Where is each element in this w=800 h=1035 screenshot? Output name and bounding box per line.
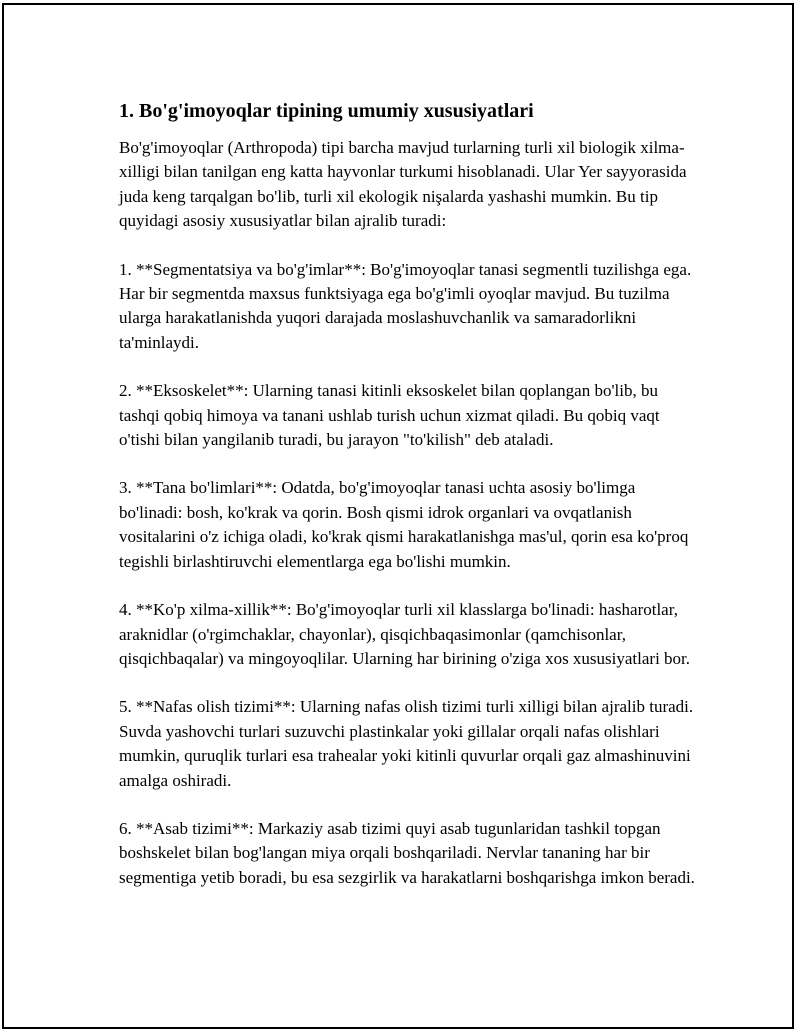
point-nervous-system: 6. **Asab tizimi**: Markaziy asab tizimi quyi asab tugunlaridan tashkil topgan boshskelet bilan bog'langan miya orqali boshqariladi. Nervlar tananing har bir segmentiga yetib boradi, bu esa sezgirlik va harakatlarni boshqarishga imkon beradi. bbox=[119, 818, 695, 887]
intro-paragraph: Bo'g'imoyoqlar (Arthropoda) tipi barcha mavjud turlarning turli xil biologik xilma-xilligi bilan tanilgan eng katta hayvonlar turkumi hisoblanadi. Ular Yer sayyorasida juda keng tarqalgan bo'lib, turli xil ekologik nişalarda yashashi mumkin. Bu tip quyidagi asosiy xususiyatlar bilan ajralib turadi: bbox=[119, 138, 687, 231]
point-body-sections: 3. **Tana bo'limlari**: Odatda, bo'g'imoyoqlar tanasi uchta asosiy bo'limga bo'linadi: bosh, ko'krak va qorin. Bosh qismi idrok organlari va ovqatlanish vositalarini o'z ichiga oladi, ko'krak qismi harakatlanishga mas'ul, qorin esa ko'proq tegishli birlashtiruvchi elementlarga ega bo'lishi mumkin. bbox=[119, 478, 689, 571]
document-page bbox=[2, 3, 794, 1029]
point-respiratory-system: 5. **Nafas olish tizimi**: Ularning nafas olish tizimi turli xilligi bilan ajralib turadi. Suvda yashovchi turlari suzuvchi plastinkalar yoki gillalar orqali nafas olishlari mumkin, quruqlik turlari esa trahealar yoki kitinli quvurlar orqali gaz almashinuvini amalga oshiradi. bbox=[119, 697, 694, 790]
point-segmentation: 1. **Segmentatsiya va bo'g'imlar**: Bo'g'imoyoqlar tanasi segmentli tuzilishga ega. Har bir segmentda maxsus funktsiyaga ega bo'g'imli oyoqlar mavjud. Bu tuzilma ularga harakatlanishda yuqori darajada moslashuvchanlik va samaradorlikni ta'minlaydi. bbox=[119, 259, 692, 352]
section-heading: 1. Bo'g'imoyoqlar tipining umumiy xususiyatlari bbox=[119, 100, 534, 122]
document-content bbox=[119, 98, 699, 914]
point-diversity: 4. **Ko'p xilma-xillik**: Bo'g'imoyoqlar turli xil klasslarga bo'linadi: hasharotlar, araknidlar (o'rgimchaklar, chayonlar), qisqichbaqasimonlar (qamchisonlar, qisqichbaqalar) va mingoyoqlilar. Ularning har birining o'ziga xos xususiyatlari bor. bbox=[119, 600, 691, 668]
point-exoskeleton: 2. **Eksoskelet**: Ularning tanasi kitinli eksoskelet bilan qoplangan bo'lib, bu tashqi qobiq himoya va tanani ushlab turish uchun xizmat qiladi. Bu qobiq vaqt o'tishi bilan yangilanib turadi, bu jarayon "to'kilish" deb ataladi. bbox=[119, 381, 660, 450]
